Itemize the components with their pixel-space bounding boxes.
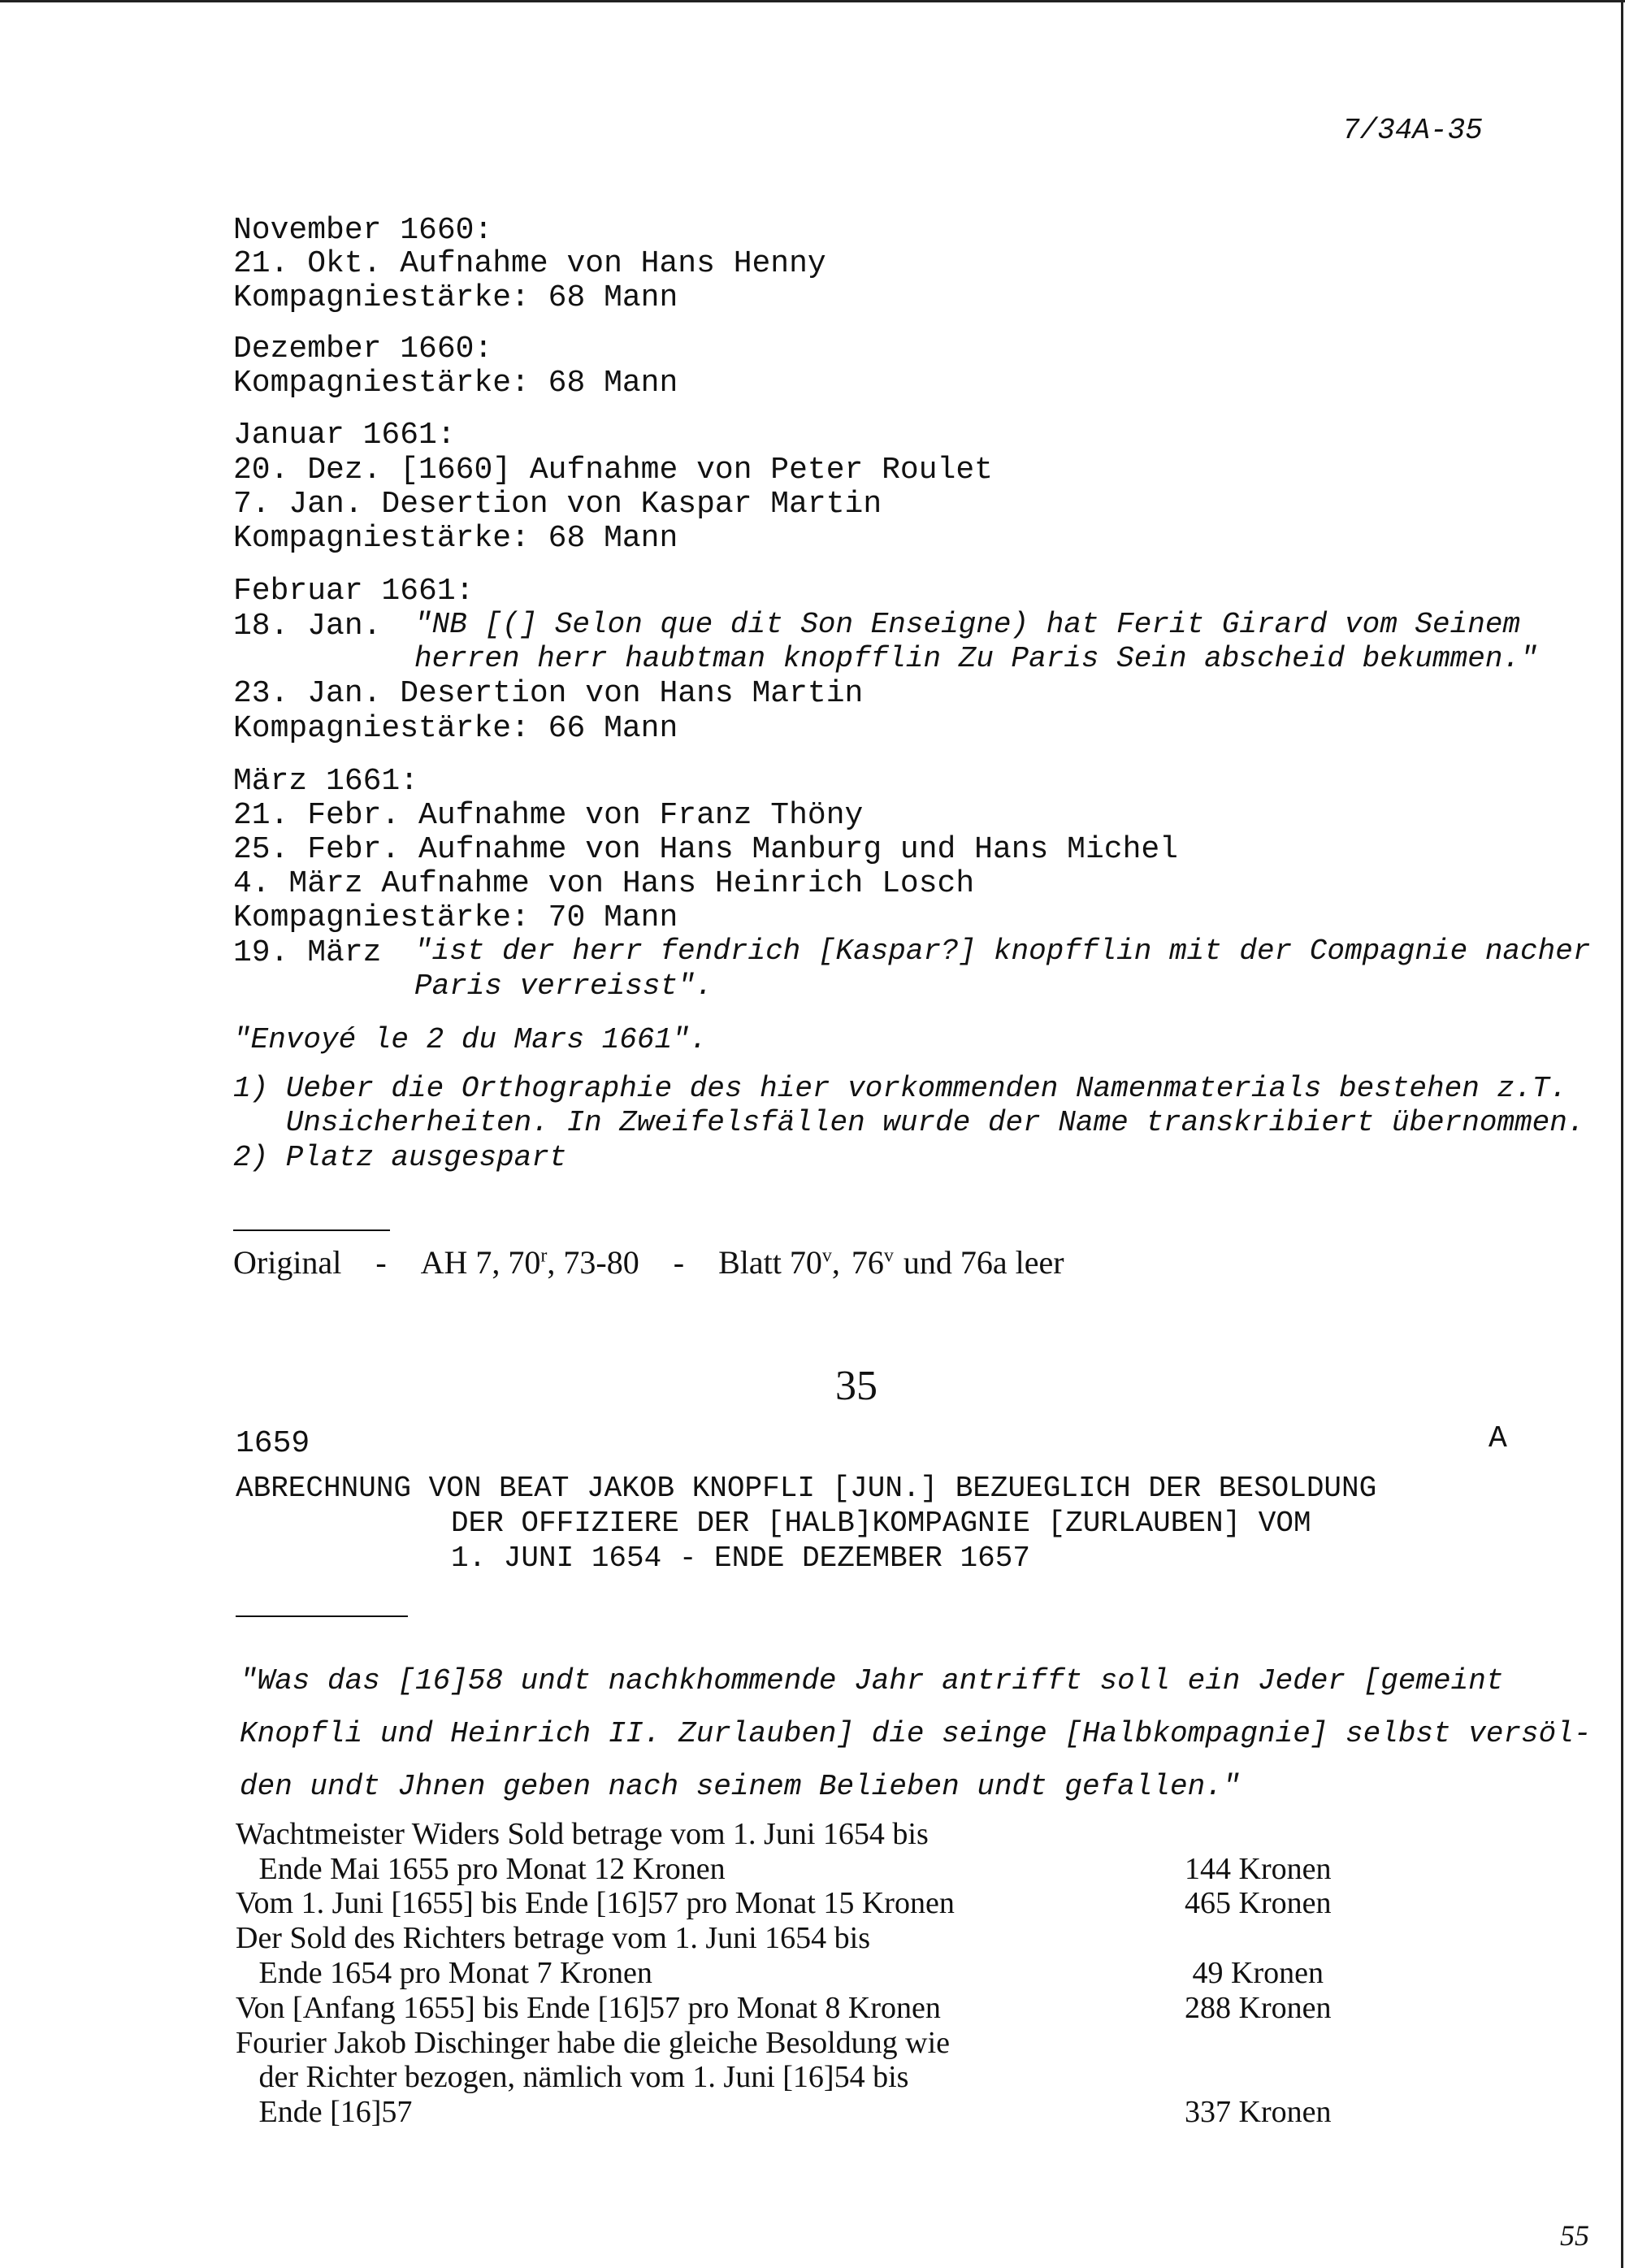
quote-line: "NB [(] Selon que dit Son Enseigne) hat Ferit Girard vom Seinem xyxy=(414,608,1521,641)
account-line: Ende [16]57 xyxy=(236,2095,413,2129)
quote-line: den undt Jhnen geben nach seinem Belieben undt gefallen." xyxy=(240,1770,1241,1803)
entry-line: Kompagniestärke: 70 Mann xyxy=(233,900,678,935)
original-reference xyxy=(233,1243,1064,1281)
entry-prefix: 18. Jan. xyxy=(233,609,382,644)
footnote: Unsicherheiten. In Zweifelsfällen wurde der Name transkribiert übernommen. xyxy=(233,1106,1585,1139)
entry-line: 7. Jan. Desertion von Kaspar Martin xyxy=(233,487,882,522)
account-line: Ende 1654 pro Monat 7 Kronen xyxy=(236,1956,652,1990)
entry-prefix: 19. März xyxy=(233,935,382,970)
blatt-text: Blatt 70 xyxy=(718,1244,822,1281)
ref-range: , 73-80 xyxy=(547,1244,639,1281)
ref-text: AH 7, 70 xyxy=(420,1244,541,1281)
entry-line: Kompagniestärke: 66 Mann xyxy=(233,711,678,746)
month-heading: Januar 1661: xyxy=(233,418,456,453)
quote-line: "Was das [16]58 undt nachkhommende Jahr antrifft soll ein Jeder [gemeint xyxy=(240,1664,1504,1698)
dash: - xyxy=(673,1244,685,1281)
page-right-edge xyxy=(1621,0,1623,2268)
account-line: Von [Anfang 1655] bis Ende [16]57 pro Monat 8 Kronen xyxy=(236,1991,941,2025)
entry-line: Kompagniestärke: 68 Mann xyxy=(233,280,678,315)
document-title: ABRECHNUNG VON BEAT JAKOB KNOPFLI [JUN.] BEZUEGLICH DER BESOLDUNG xyxy=(236,1472,1377,1505)
quote-line: "ist der herr fendrich [Kaspar?] knopfflin mit der Compagnie nacher xyxy=(414,935,1591,968)
envoye-note: "Envoyé le 2 du Mars 1661". xyxy=(233,1023,708,1056)
account-amount: 49 Kronen xyxy=(1185,1956,1324,1990)
document-title: DER OFFIZIERE DER [HALB]KOMPAGNIE [ZURLAUBEN] VOM xyxy=(451,1507,1311,1540)
quote-line: Paris verreisst". xyxy=(414,969,713,1003)
separator-rule xyxy=(236,1615,408,1617)
entry-line: 4. März Aufnahme von Hans Heinrich Losch xyxy=(233,866,975,901)
account-amount: 144 Kronen xyxy=(1185,1852,1332,1886)
document-letter: A xyxy=(1488,1421,1507,1456)
account-line: Fourier Jakob Dischinger habe die gleiche Besoldung wie xyxy=(236,2026,951,2060)
account-line: Vom 1. Juni [1655] bis Ende [16]57 pro Monat 15 Kronen xyxy=(236,1886,955,1920)
page-reference: 7/34A-35 xyxy=(1342,114,1483,147)
sup-v: v xyxy=(883,1245,894,1267)
account-line: Wachtmeister Widers Sold betrage vom 1. Juni 1654 bis xyxy=(236,1817,929,1851)
footnote: 2) Platz ausgespart xyxy=(233,1141,567,1174)
account-line: Der Sold des Richters betrage vom 1. Juni 1654 bis xyxy=(236,1921,871,1955)
entry-line: Kompagniestärke: 68 Mann xyxy=(233,521,678,556)
entry-line: 21. Okt. Aufnahme von Hans Henny xyxy=(233,246,826,281)
corner-mark: 55 xyxy=(1560,2219,1589,2252)
sup-r: r xyxy=(540,1245,548,1267)
separator-rule xyxy=(233,1229,390,1231)
account-line: der Richter bezogen, nämlich vom 1. Juni [16]54 bis xyxy=(236,2060,909,2094)
account-line: Ende Mai 1655 pro Monat 12 Kronen xyxy=(236,1852,726,1886)
quote-line: Knopfli und Heinrich II. Zurlauben] die seinge [Halbkompagnie] selbst versöl- xyxy=(240,1717,1592,1750)
document-title: 1. JUNI 1654 - ENDE DEZEMBER 1657 xyxy=(451,1542,1030,1575)
month-heading: März 1661: xyxy=(233,764,419,799)
month-heading: Februar 1661: xyxy=(233,574,474,609)
document-number: 35 xyxy=(835,1363,878,1409)
document-year: 1659 xyxy=(236,1426,310,1461)
entry-line: 23. Jan. Desertion von Hans Martin xyxy=(233,676,864,711)
dash: - xyxy=(375,1244,387,1281)
quote-line: herren herr haubtman knopfflin Zu Paris Sein abscheid bekummen." xyxy=(414,642,1538,675)
month-heading: Dezember 1660: xyxy=(233,332,493,366)
account-amount: 337 Kronen xyxy=(1185,2095,1332,2129)
account-amount: 465 Kronen xyxy=(1185,1886,1332,1920)
month-heading: November 1660: xyxy=(233,213,493,248)
comma: , xyxy=(831,1244,840,1281)
entry-line: 25. Febr. Aufnahme von Hans Manburg und Hans Michel xyxy=(233,832,1178,867)
original-label: Original xyxy=(233,1244,342,1281)
entry-line: 21. Febr. Aufnahme von Franz Thöny xyxy=(233,798,864,833)
account-amount: 288 Kronen xyxy=(1185,1991,1332,2025)
entry-line: 20. Dez. [1660] Aufnahme von Peter Roulet xyxy=(233,453,993,488)
tail-text: und 76a leer xyxy=(903,1244,1064,1281)
page-top-edge xyxy=(0,0,1625,2)
footnote: 1) Ueber die Orthographie des hier vorkommenden Namenmaterials bestehen z.T. xyxy=(233,1072,1567,1105)
sup-v: v xyxy=(821,1245,832,1267)
entry-line: Kompagniestärke: 68 Mann xyxy=(233,366,678,401)
p76: 76 xyxy=(851,1244,884,1281)
